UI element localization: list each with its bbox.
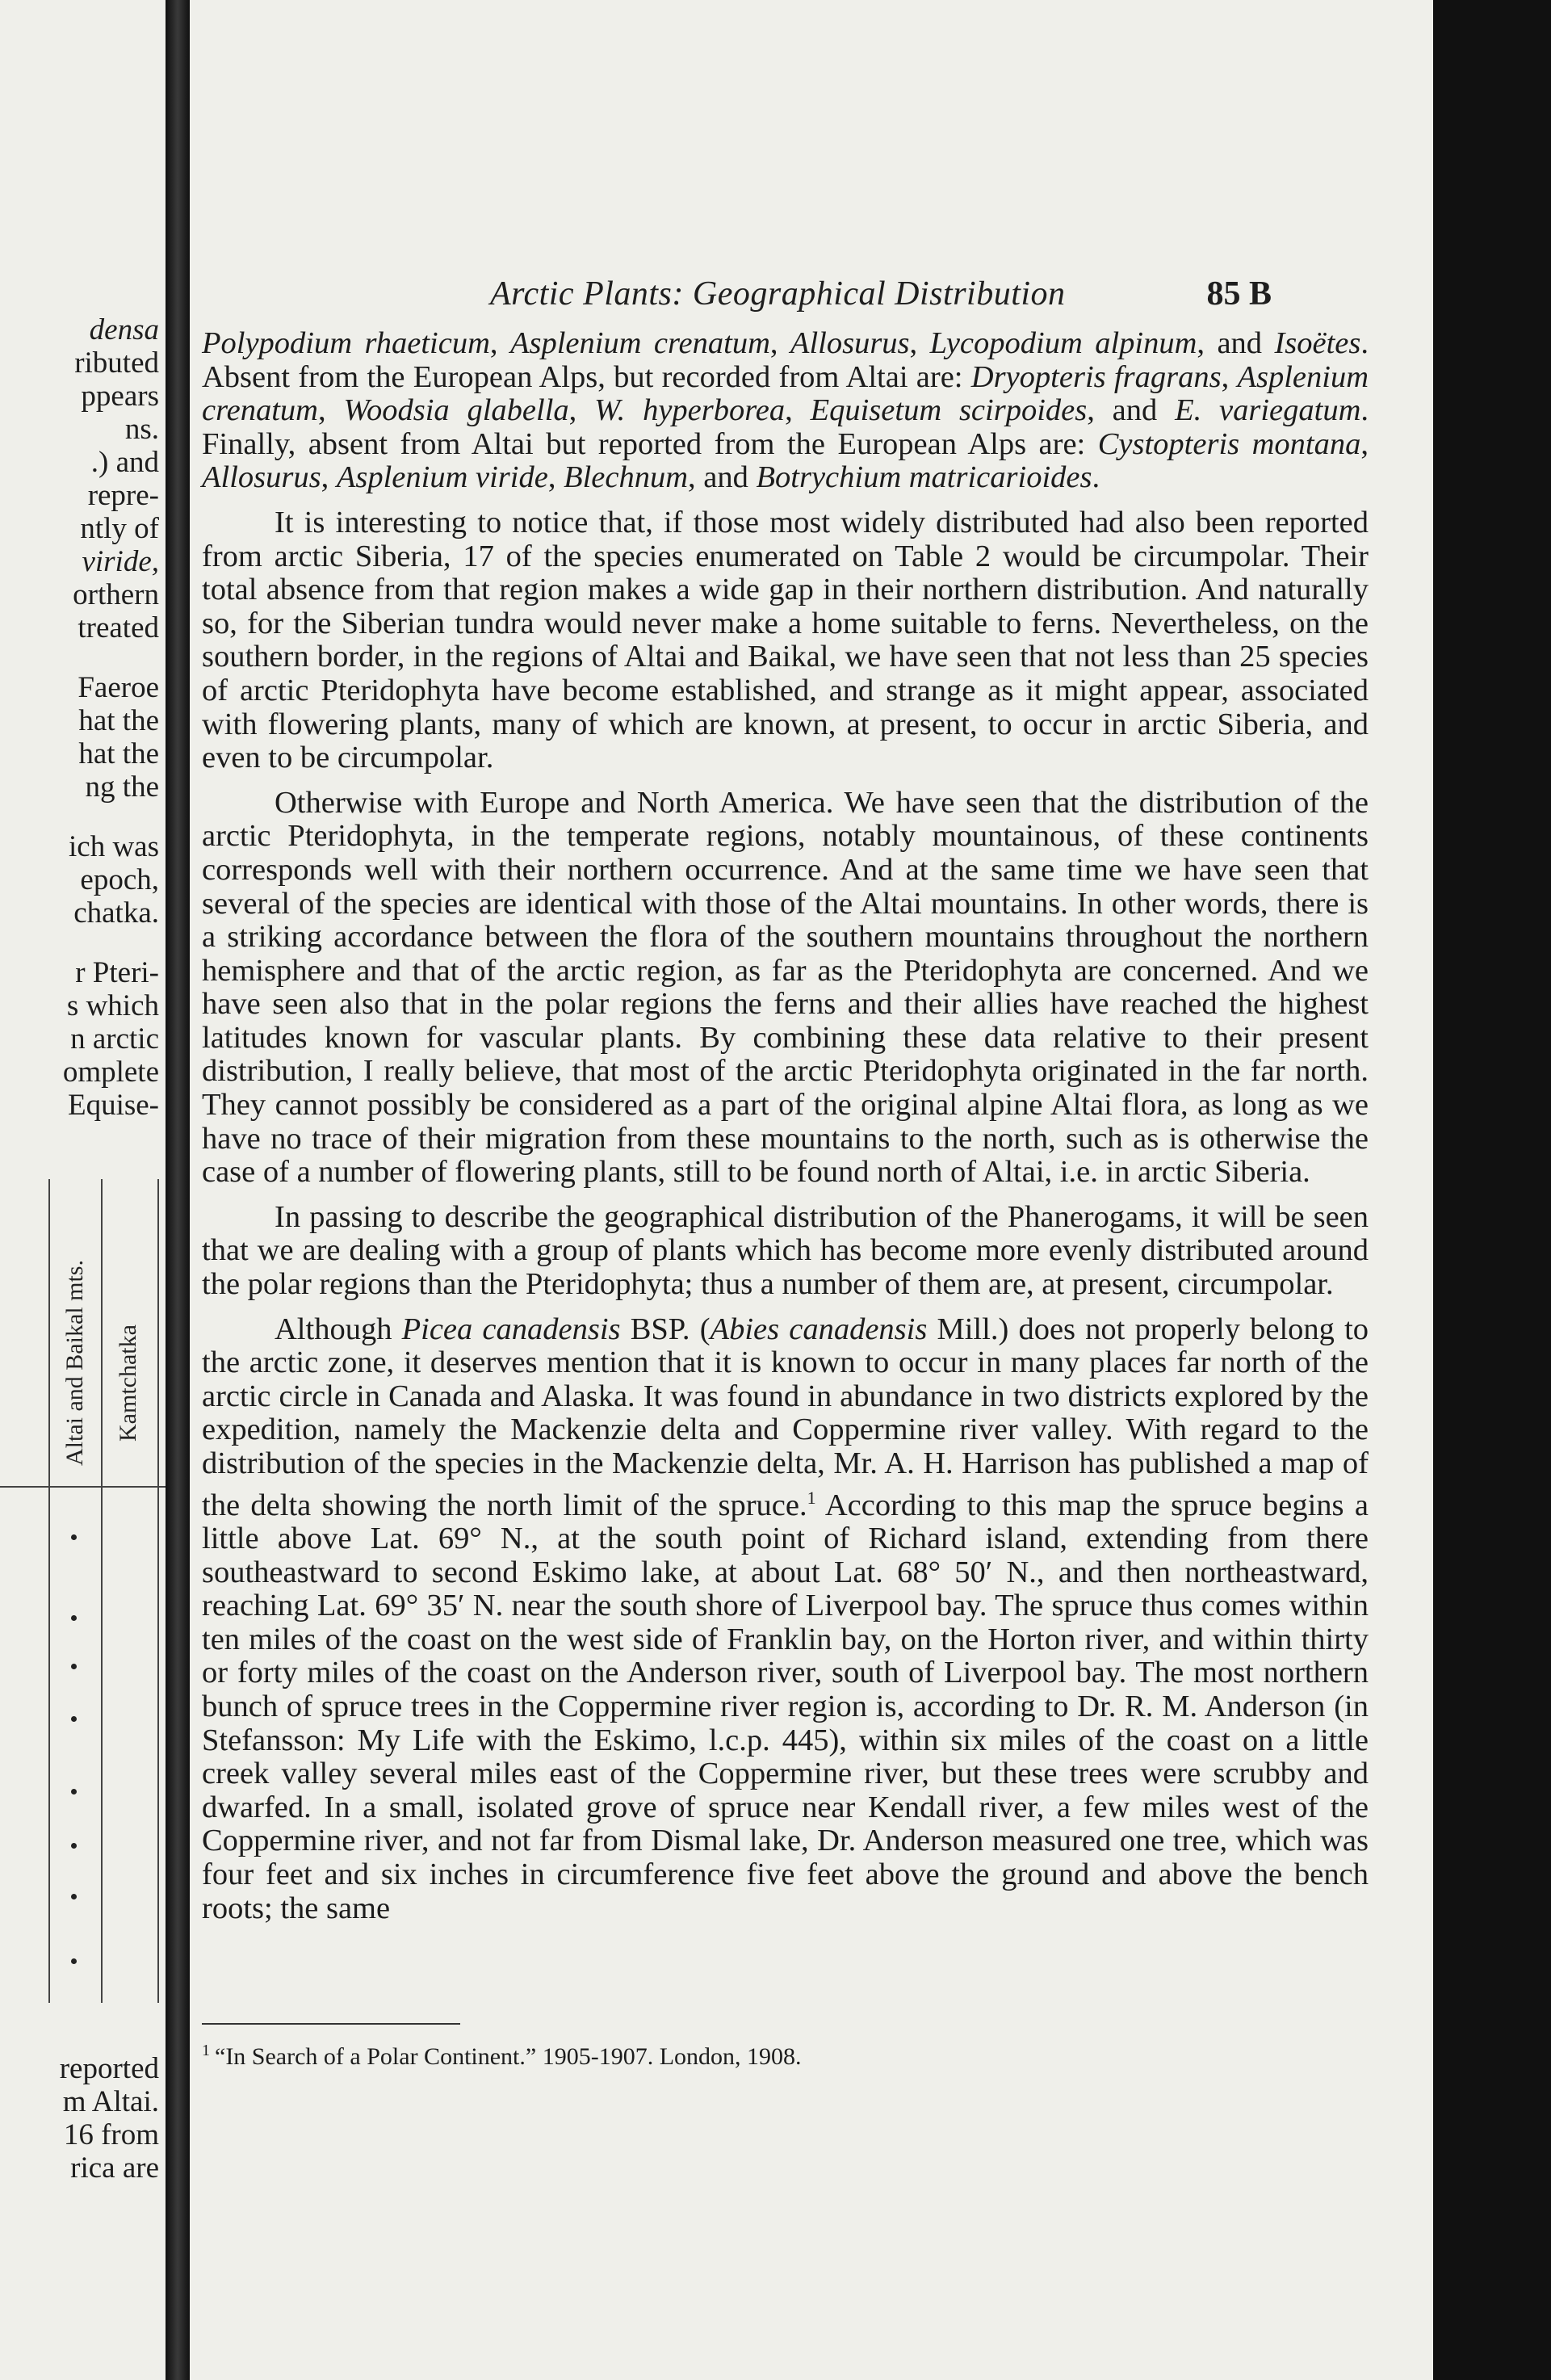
table-dot [71,1615,77,1621]
left-page-line: hat the [78,737,159,770]
left-page-line: ntly of [80,512,159,545]
table-rule [101,1179,103,2003]
footnote [202,2037,1369,2071]
left-page-line: orthern [73,578,159,611]
table-dot [71,1716,77,1722]
left-page-line: Equise- [67,1089,159,1122]
left-page-line: 16 from [63,2118,159,2151]
paragraph: It is interesting to notice that, if those most widely distributed had also been reported from arctic Siberia, 17 of the species enumerated on Table 2 would be circumpolar. Their total absence from that region makes a wide gap in their northern distribution. And naturally so, for the Siberian tundra would never make a home suitable to ferns. Nevertheless, on the southern border, in the regions of Altai and Baikal, we have seen that not less than 25 species of arctic Pteridophyta have become established, and strange as it might appear, associated with flowering plants, many of which are known, at present, to occur in arctic Siberia, and even to be circumpolar. [202,505,1369,775]
left-page-line: ppears [81,380,159,413]
footnote-text: “In Search of a Polar Continent.” 1905-1907. London, 1908. [215,2043,802,2070]
left-page-line: viride, [82,545,159,578]
paragraph: Polypodium rhaeticum, Asplenium crenatum, Allosurus, Lycopodium alpinum, and Isoëtes. Absent from the European Alps, but recorded from Altai are: Dryopteris fragrans, Asplenium crenatum, Woodsia glabella, W. hyperborea, Equisetum scirpoides, and E. variegatum. Finally, absent from Altai but reported from the European Alps are: Cystopteris montana, Allosurus, Asplenium viride, Blechnum, and Botrychium matricarioides. [202,326,1369,495]
table-header-kamtchatka: Kamtchatka [115,1324,141,1442]
paragraph: Otherwise with Europe and North America. We have seen that the distribution of the arctic Pteridophyta, in the temperate regions, notably mountainous, of these continents corresponds well with their northern occurrence. And at the same time we have seen that several of the species are identical with those of the Altai mountains. In other words, there is a striking accordance between the flora of the southern mountains throughout the northern hemisphere and that of the arctic region, as far as the Pteridophyta are concerned. And we have seen also that in the polar regions the ferns and their allies have reached the highest latitudes known for vascular plants. By combining these data relative to their present distribution, I really believe, that most of the arctic Pteridophyta originated in the far north. They cannot possibly be considered as a part of the original alpine Altai flora, as long as we have no trace of their migration from these mountains to the north, such as is otherwise the case of a number of flowering plants, still to be found north of Altai, i.e. in arctic Siberia. [202,785,1369,1190]
table-dot [71,1958,77,1964]
page-header [190,275,1433,323]
left-page-line: reported [59,2052,159,2085]
left-page-line: ng the [85,770,159,804]
table-dot [71,1789,77,1794]
left-page-line: m Altai. [62,2085,159,2118]
left-page-line: repre- [87,479,159,512]
left-page-line: s which [66,989,159,1022]
table-dot [71,1843,77,1849]
table-rule [48,1179,50,2003]
table-header-altai: Altai and Baikal mts. [61,1260,88,1466]
footnote-rule [202,2023,460,2025]
table-dot [71,1534,77,1540]
right-page [190,0,1433,2380]
table-rule [157,1179,159,2003]
left-page-line: ributed [74,346,159,380]
left-page-line: r Pteri- [75,956,159,989]
left-page-line: treated [78,611,159,644]
left-page-line: rica are [70,2151,159,2185]
table-dot [71,1894,77,1899]
left-page-line: ns. [124,413,159,446]
book-gutter [166,0,190,2380]
running-title: Arctic Plants: Geographical Distribution [490,275,1066,313]
paragraph: Although Picea canadensis BSP. (Abies canadensis Mill.) does not properly belong to the arctic zone, it deserves mention that it is known to occur in many places far north of the arctic circle in Canada and Alaska. It was found in abundance in two districts explored by the expedition, namely the Mackenzie delta and Coppermine river valley. With regard to the distribution of the species in the Mackenzie delta, Mr. A. H. Harrison has published a map of the delta showing the north limit of the spruce.$^1$ According to this map the spruce begins a little above Lat. 69° N., at the south point of Richard island, extending from there southeastward to second Eskimo lake, at about Lat. 68° 50′ N., and then northeastward, reaching Lat. 69° 35′ N. near the south shore of Liverpool bay. The spruce thus comes within ten miles of the coast on the west side of Franklin bay, on the Horton river, and within thirty or forty miles of the coast on the Anderson river, south of Liverpool bay. The most northern bunch of spruce trees in the Coppermine river region is, according to Dr. R. M. Anderson (in Stefansson: My Life with the Eskimo, l.c.p. 445), within six miles of the coast on a little creek valley several miles east of the Coppermine river, but these trees were scrubby and dwarfed. In a small, isolated grove of spruce near Kendall river, a few miles west of the Coppermine river, and not far from Dismal lake, Dr. Anderson measured one tree, which was four feet and six inches in circumference five feet above the ground and above the bench roots; the same [202,1312,1369,1925]
scan-background [1433,0,1551,2380]
left-page-line: densa [89,313,159,346]
table-dot [71,1664,77,1669]
paragraph: In passing to describe the geographical distribution of the Phanerogams, it will be seen that we are dealing with a group of plants which has become more evenly distributed around the polar regions than the Pteridophyta; thus a number of them are, at present, circumpolar. [202,1199,1369,1302]
table-rule [0,1486,166,1488]
left-page-table [0,1179,166,2003]
left-page-line: n arctic [70,1022,159,1056]
left-page-line: .) and [90,446,159,479]
left-page-line: hat the [78,704,159,737]
left-page-line: Faeroe [78,671,159,704]
body-text [202,327,1369,1937]
left-page-fragment [0,0,166,2380]
left-page-line: omplete [62,1056,159,1089]
left-page-line: ich was [69,830,159,863]
left-page-line: chatka. [73,896,159,930]
footnote-marker: 1 [202,2042,210,2059]
left-page-line: epoch, [80,863,159,896]
page-number: 85 B [1206,275,1272,313]
